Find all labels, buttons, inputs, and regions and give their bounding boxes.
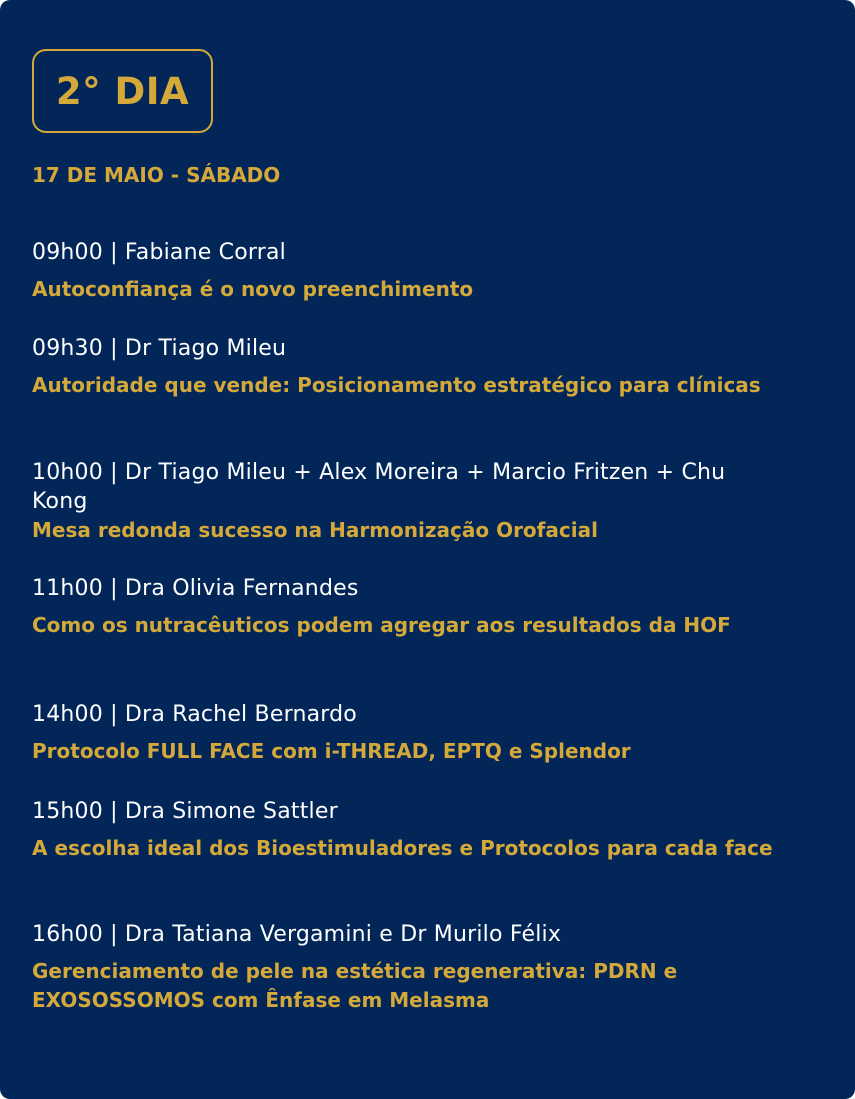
entry-time-speaker: 09h30 | Dr Tiago Mileu <box>32 336 287 361</box>
entry-time-speaker: 14h00 | Dra Rachel Bernardo <box>32 702 357 727</box>
entry-time-speaker: 09h00 | Fabiane Corral <box>32 240 286 265</box>
entry-title: Autoridade que vende: Posicionamento estratégico para clínicas <box>32 373 761 397</box>
day-badge: 2° DIA <box>32 49 213 133</box>
entry-title: Gerenciamento de pele na estética regenerativa: PDRN e EXOSOSSOMOS com Ênfase em Melasma <box>32 959 678 1012</box>
schedule-entry <box>32 920 732 1015</box>
entry-time-speaker: 11h00 | Dra Olivia Fernandes <box>32 576 359 601</box>
schedule-entry <box>32 574 762 640</box>
schedule-entry <box>32 334 762 400</box>
entry-time-speaker: 16h00 | Dra Tatiana Vergamini e Dr Murilo Félix <box>32 922 562 947</box>
schedule-entry <box>32 238 732 304</box>
schedule-entry <box>32 700 772 766</box>
entry-title: Protocolo FULL FACE com i-THREAD, EPTQ e Splendor <box>32 739 631 763</box>
entry-title: Mesa redonda sucesso na Harmonização Orofacial <box>32 518 598 542</box>
entry-time-speaker: 15h00 | Dra Simone Sattler <box>32 799 338 824</box>
schedule-entry <box>32 797 802 863</box>
entry-title: Como os nutracêuticos podem agregar aos resultados da HOF <box>32 613 731 637</box>
schedule-entry <box>32 458 732 545</box>
entry-time-speaker: 10h00 | Dr Tiago Mileu + Alex Moreira + Marcio Fritzen + Chu Kong <box>32 460 726 514</box>
entry-title: Autoconfiança é o novo preenchimento <box>32 277 474 301</box>
date-heading: 17 DE MAIO - SÁBADO <box>32 163 281 187</box>
entry-title: A escolha ideal dos Bioestimuladores e Protocolos para cada face <box>32 836 773 860</box>
